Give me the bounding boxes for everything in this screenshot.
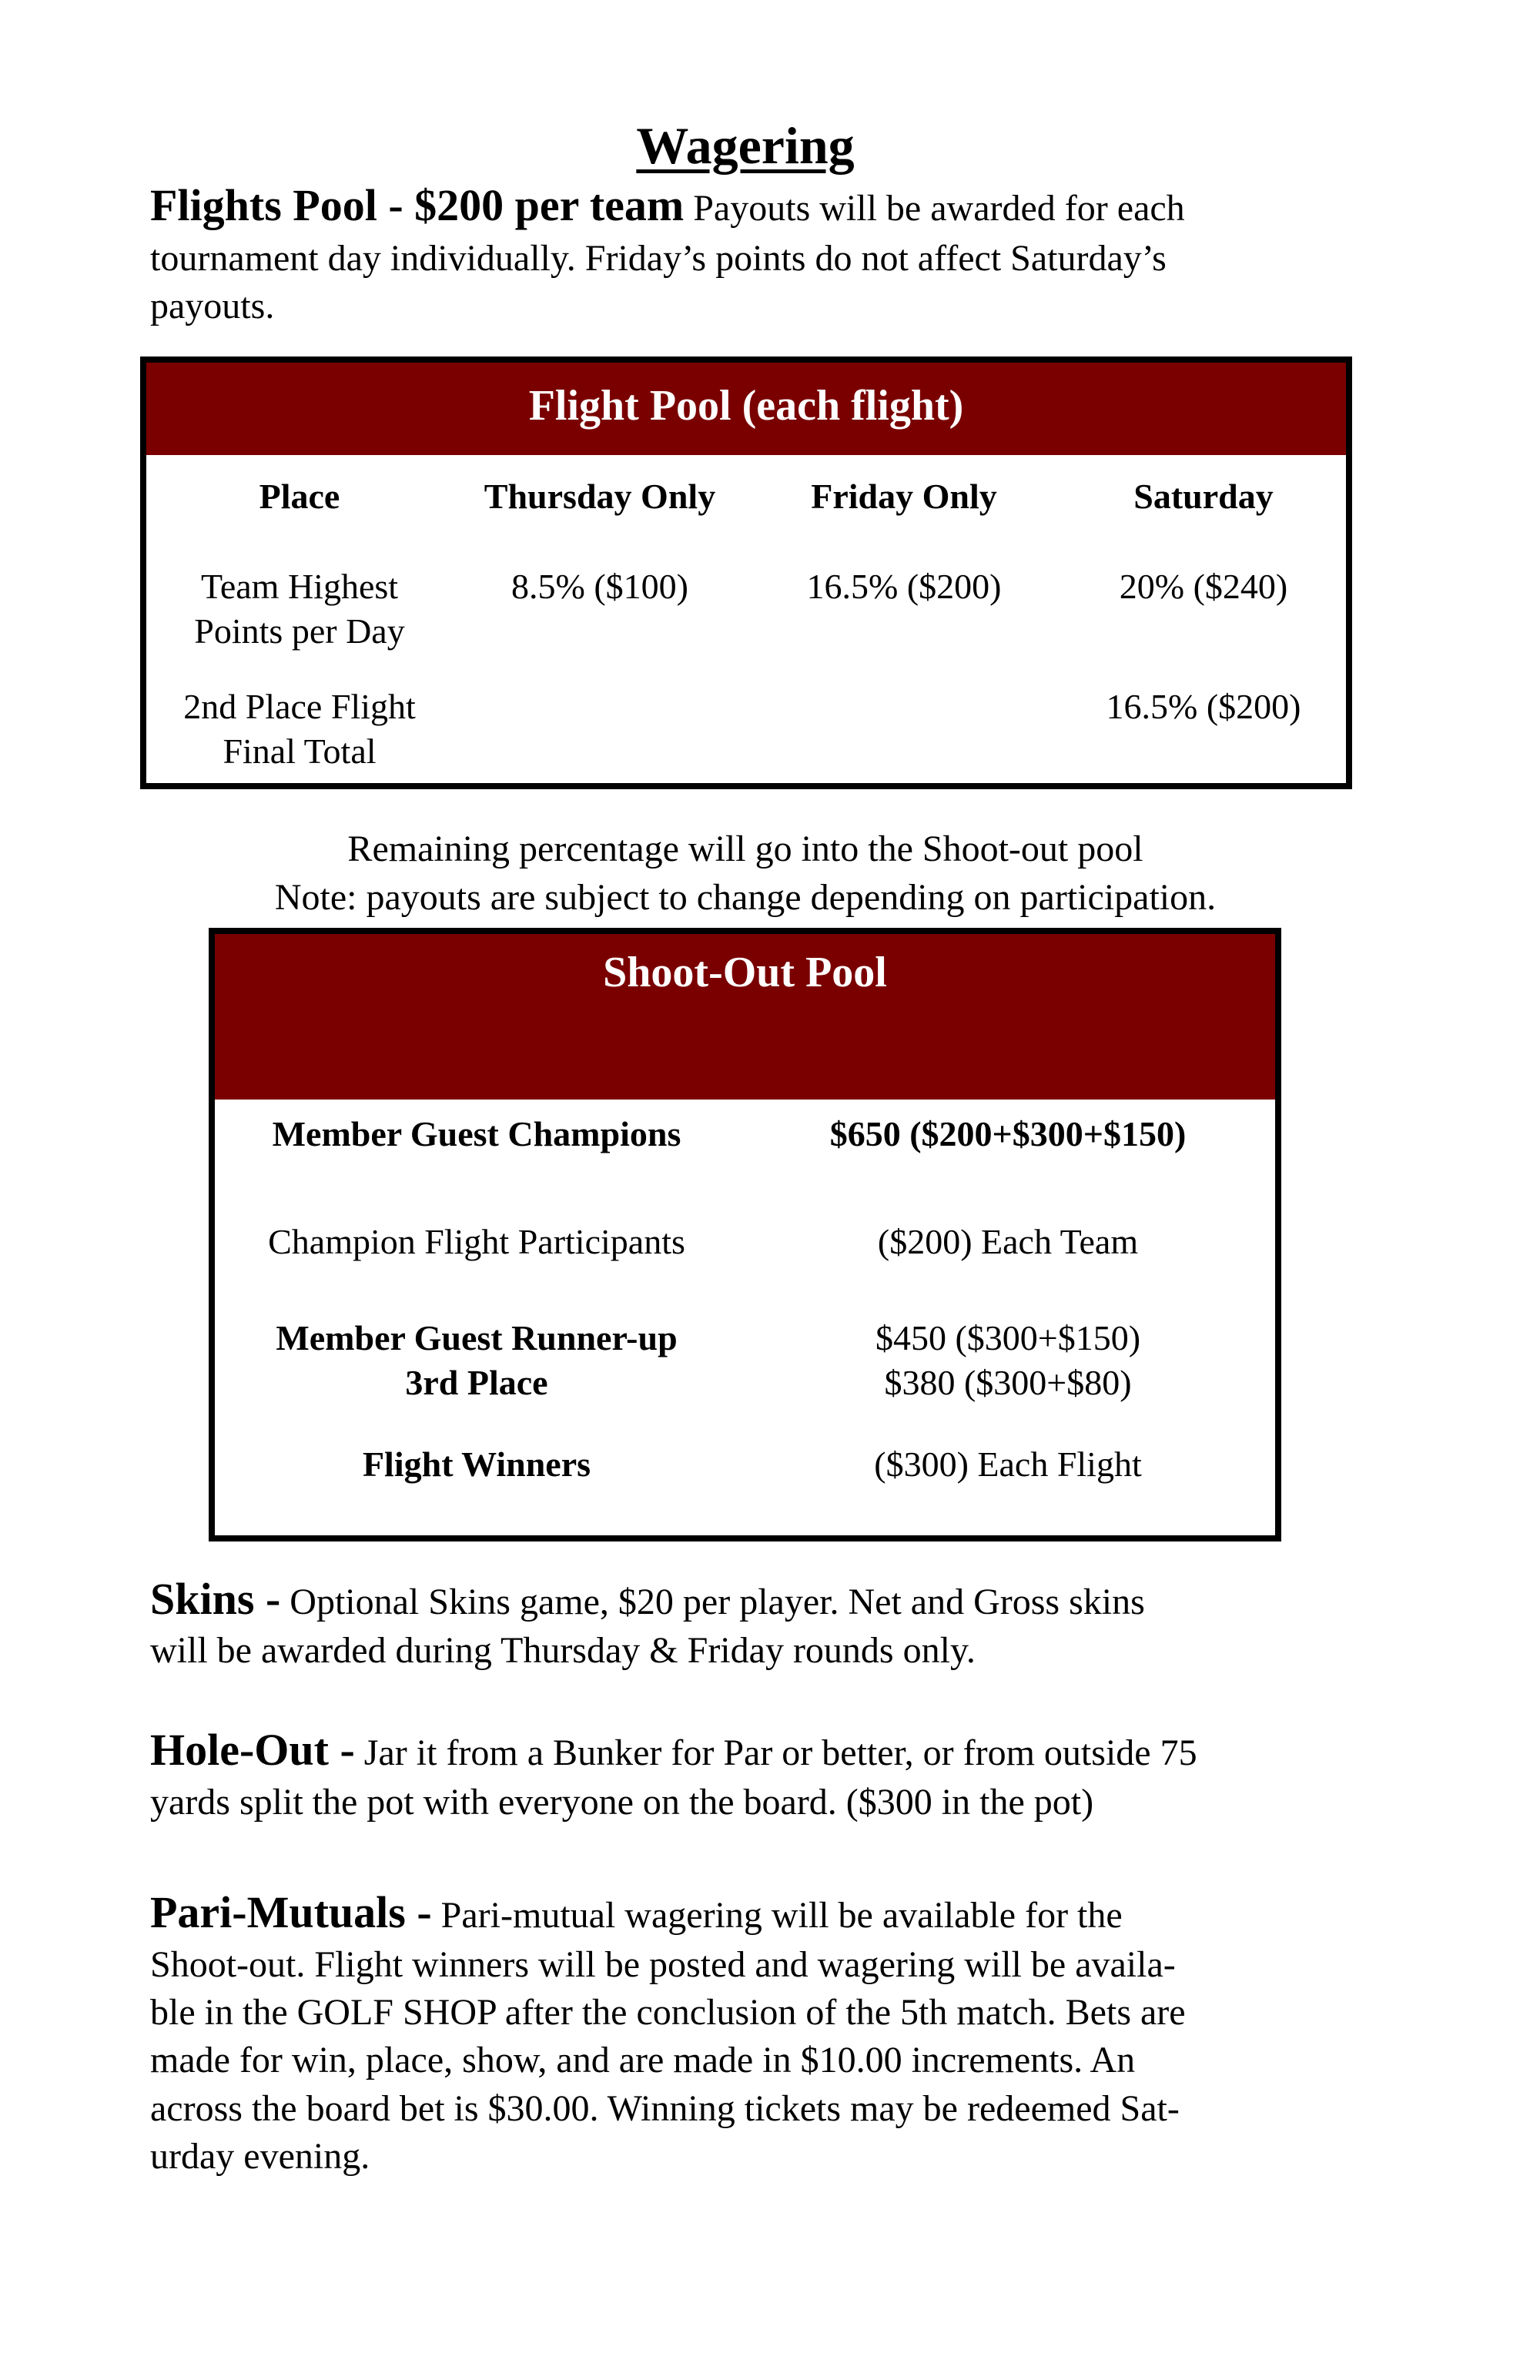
skins-heading: Skins - (150, 1574, 281, 1624)
text-line: Pari-mutual wagering will be available for the (440, 1895, 1123, 1936)
text-line: urday evening. (150, 2136, 370, 2177)
text-line: $380 ($300+$80) (884, 1363, 1132, 1402)
text-line: ble in the GOLF SHOP after the conclusion of the 5th match. Bets are (150, 1992, 1186, 2033)
table-cell: 8.5% ($100) (511, 567, 688, 606)
text-line: tournament day individually. Friday’s points do not affect Saturday’s (150, 238, 1167, 279)
text-line: 3rd Place (405, 1363, 548, 1402)
table-cell: Flight Winners (362, 1444, 591, 1484)
table-cell: 16.5% ($200) (806, 567, 1002, 606)
text-line: Payouts will be awarded for each (693, 188, 1185, 229)
text-line: Member Guest Runner-up (276, 1318, 678, 1357)
column-header: Saturday (1133, 477, 1274, 516)
table-cell (276, 1316, 677, 1405)
shootout-pool-table (209, 928, 1281, 1541)
pari-mutuals-paragraph (150, 1889, 1123, 1940)
text-line: payouts. (150, 286, 275, 326)
table-cell: 20% ($240) (1119, 567, 1288, 606)
flights-pool-heading: Flights Pool - $200 per team (150, 180, 685, 230)
hole-out-heading: Hole-Out - (150, 1725, 355, 1775)
column-header: Friday Only (811, 477, 997, 516)
flights-pool-paragraph (150, 182, 1185, 233)
table-cell: Champion Flight Participants (268, 1222, 685, 1261)
column-header: Place (259, 477, 340, 516)
text-line: Shoot-out. Flight winners will be posted and wagering will be availa- (150, 1944, 1176, 1985)
note-line: Remaining percentage will go into the Shoot-out pool (347, 828, 1143, 869)
table-cell: $650 ($200+$300+$150) (829, 1114, 1187, 1153)
text-line: made for win, place, show, and are made in $10.00 increments. An (150, 2040, 1136, 2080)
table-cell: ($300) Each Flight (874, 1444, 1142, 1484)
text-line: Points per Day (194, 611, 405, 651)
column-header: Thursday Only (484, 477, 716, 516)
text-line: Team Highest (200, 567, 399, 606)
table-cell: 16.5% ($200) (1106, 687, 1301, 726)
text-line: Final Total (223, 731, 377, 771)
text-line: yards split the pot with everyone on the board. ($300 in the pot) (150, 1782, 1094, 1823)
text-line: $450 ($300+$150) (875, 1318, 1141, 1357)
table-cell: ($200) Each Team (877, 1222, 1139, 1261)
table-cell-place (183, 685, 416, 774)
text-line: across the board bet is $30.00. Winning tickets may be redeemed Sat- (150, 2088, 1180, 2129)
table-cell: Member Guest Champions (272, 1114, 681, 1153)
page-title: Wagering (636, 116, 855, 175)
text-line: will be awarded during Thursday & Friday rounds only. (150, 1630, 976, 1671)
table-title: Flight Pool (each flight) (146, 363, 1346, 455)
table-cell (875, 1316, 1140, 1405)
note-line: Note: payouts are subject to change depending on participation. (274, 877, 1217, 918)
text-line: Jar it from a Bunker for Par or better, or from outside 75 (363, 1732, 1197, 1773)
hole-out-paragraph (150, 1726, 1197, 1777)
flight-pool-table (140, 356, 1352, 789)
text-line: Optional Skins game, $20 per player. Net and Gross skins (290, 1582, 1145, 1622)
table-cell-place (194, 564, 404, 654)
table-title: Shoot-Out Pool (215, 934, 1275, 1100)
pari-mutuals-heading: Pari-Mutuals - (150, 1887, 432, 1937)
skins-paragraph (150, 1575, 1145, 1626)
text-line: 2nd Place Flight (183, 687, 416, 726)
